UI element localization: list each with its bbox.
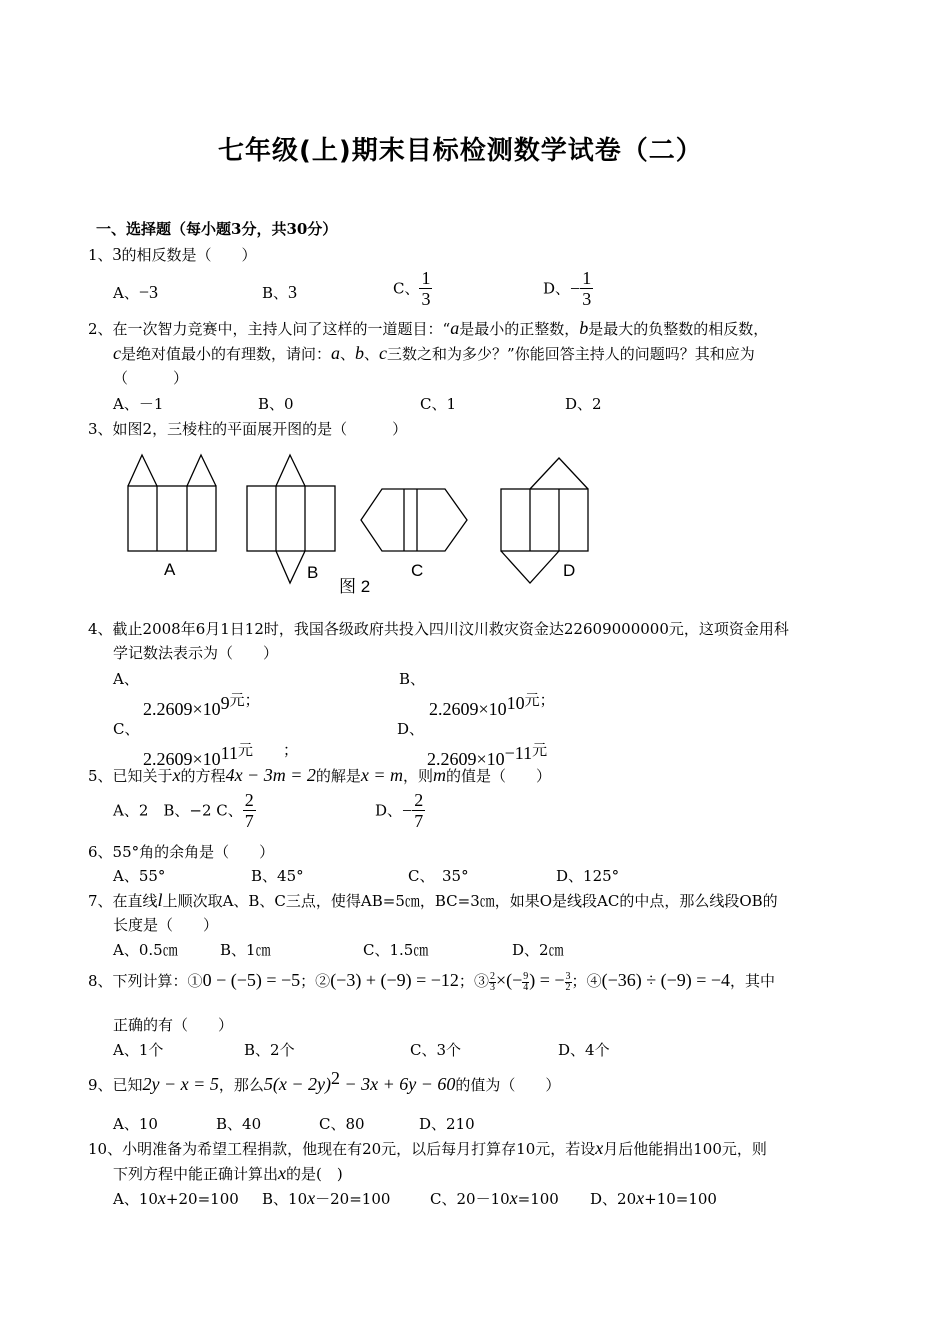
q6-option-d[interactable]: D、125° <box>556 867 620 885</box>
figure-label-a: A <box>164 560 176 579</box>
question-1: 1、3的相反数是（ ） <box>88 244 257 264</box>
q9-option-b[interactable]: B、40 <box>216 1115 262 1133</box>
q1-option-c[interactable]: C、 $\frac{1}{3}$ <box>393 268 431 309</box>
question-4-line-2: 学记数法表示为（ ） <box>113 644 279 662</box>
question-8-line-2: 正确的有（ ） <box>113 1016 234 1034</box>
q2-option-d[interactable]: D、2 <box>565 395 602 413</box>
q7-option-c[interactable]: C、1.5㎝ <box>363 941 429 959</box>
figure-label-b: B <box>307 563 319 582</box>
q10-option-d[interactable]: D、20x+10=100 <box>590 1188 717 1208</box>
q4-option-d[interactable]: D、 $2.2609\times 10^{-11}$元 <box>397 720 548 769</box>
q7-option-b[interactable]: B、1㎝ <box>220 941 271 959</box>
net-a <box>128 455 216 551</box>
q8-option-a[interactable]: A、1个 <box>113 1041 164 1059</box>
q2-option-b[interactable]: B、0 <box>258 395 294 413</box>
q4-option-a[interactable]: A、 $2.2609\times 10^9$元； <box>113 670 260 719</box>
q9-option-d[interactable]: D、210 <box>419 1115 475 1133</box>
section-heading: 一、选择题（每小题3分，共30分） <box>96 220 338 238</box>
q10-option-b[interactable]: B、10x－20=100 <box>262 1188 391 1208</box>
net-c <box>361 489 467 551</box>
q4-option-c[interactable]: C、 $2.2609\times 10^{11}$元 ； <box>113 720 299 769</box>
q7-option-d[interactable]: D、2㎝ <box>512 941 564 959</box>
q6-option-b[interactable]: B、45° <box>251 867 304 885</box>
question-3: 3、如图2，三棱柱的平面展开图的是（ ） <box>88 420 408 438</box>
q5-options-abc[interactable]: A、2 B、−2 C、 $\frac{2}{7}$ <box>113 790 254 831</box>
q8-option-c[interactable]: C、3个 <box>410 1041 462 1059</box>
question-10-line-2: 下列方程中能正确计算出x的是( ) <box>113 1163 343 1183</box>
q6-option-a[interactable]: A、55° <box>113 867 166 885</box>
q7-option-a[interactable]: A、0.5㎝ <box>113 941 178 959</box>
q8-option-b[interactable]: B、2个 <box>244 1041 295 1059</box>
q2-option-a[interactable]: A、－1 <box>113 395 164 413</box>
q6-option-c[interactable]: C、 35° <box>408 867 469 885</box>
q9-option-a[interactable]: A、10 <box>113 1115 158 1133</box>
question-2-line-2: c是绝对值最小的有理数，请问：a、b、c三数之和为多少？”你能回答主持人的问题吗？其和应为 <box>113 343 755 363</box>
page-title: 七年级(上)期末目标检测数学试卷（二） <box>218 136 703 166</box>
q10-option-a[interactable]: A、10x+20=100 <box>113 1188 239 1208</box>
figure-label-d: D <box>563 561 576 580</box>
question-7-line-1: 7、在直线l上顺次取A、B、C三点，使得AB=5㎝，BC=3㎝，如果O是线段AC的中点，那么线段OB的 <box>88 890 778 910</box>
question-9: 9、已知2y − x = 5，那么$5(x - 2y)^2 - 3x + 6y - 60$的值为（ ） <box>88 1068 561 1094</box>
q10-option-c[interactable]: C、20－10x=100 <box>430 1188 559 1208</box>
q2-option-c[interactable]: C、1 <box>420 395 457 413</box>
question-5: 5、已知关于x的方程4x − 3m = 2的解是x = m，则m的值是（ ） <box>88 765 552 785</box>
question-4-line-1: 4、截止2008年6月1日12时，我国各级政府共投入四川汶川救灾资金达22609000000元，这项资金用科 <box>88 620 789 638</box>
q8-option-d[interactable]: D、4个 <box>558 1041 610 1059</box>
q9-option-c[interactable]: C、80 <box>319 1115 365 1133</box>
question-6: 6、55°角的余角是（ ） <box>88 843 275 861</box>
q1-option-a[interactable]: A、−3 <box>113 282 158 302</box>
q1-option-b[interactable]: B、3 <box>262 282 298 302</box>
question-2-line-1: 2、在一次智力竞赛中，主持人问了这样的一道题目：“a是最小的正整数，b是最大的负整数的相反数， <box>88 318 769 338</box>
question-7-line-2: 长度是（ ） <box>113 916 219 934</box>
prism-net-figure <box>120 450 600 590</box>
q5-option-d[interactable]: D、− $\frac{2}{7}$ <box>375 790 424 831</box>
question-10-line-1: 10、小明准备为希望工程捐款，他现在有20元，以后每月打算存10元，若设x月后他能捐出100元，则 <box>88 1138 767 1158</box>
figure-caption: 图 2 <box>339 577 371 596</box>
q4-option-b[interactable]: B、 $2.2609\times 10^{10}$元； <box>399 670 555 719</box>
net-b <box>247 455 335 583</box>
question-8: 8、下列计算：①0 − (−5) = −5；②(−3) + (−9) = −12；③ $\frac{2}{3}$ ×(− $\frac{9}{4}$ ) = − $\frac{3}{2}$ ；④(−36) ÷ (−9) = −4，其中 <box>88 970 776 993</box>
figure-label-c: C <box>411 561 424 580</box>
question-2-line-3: （ ） <box>113 369 189 387</box>
q1-option-d[interactable]: D、− $\frac{1}{3}$ <box>543 268 592 309</box>
